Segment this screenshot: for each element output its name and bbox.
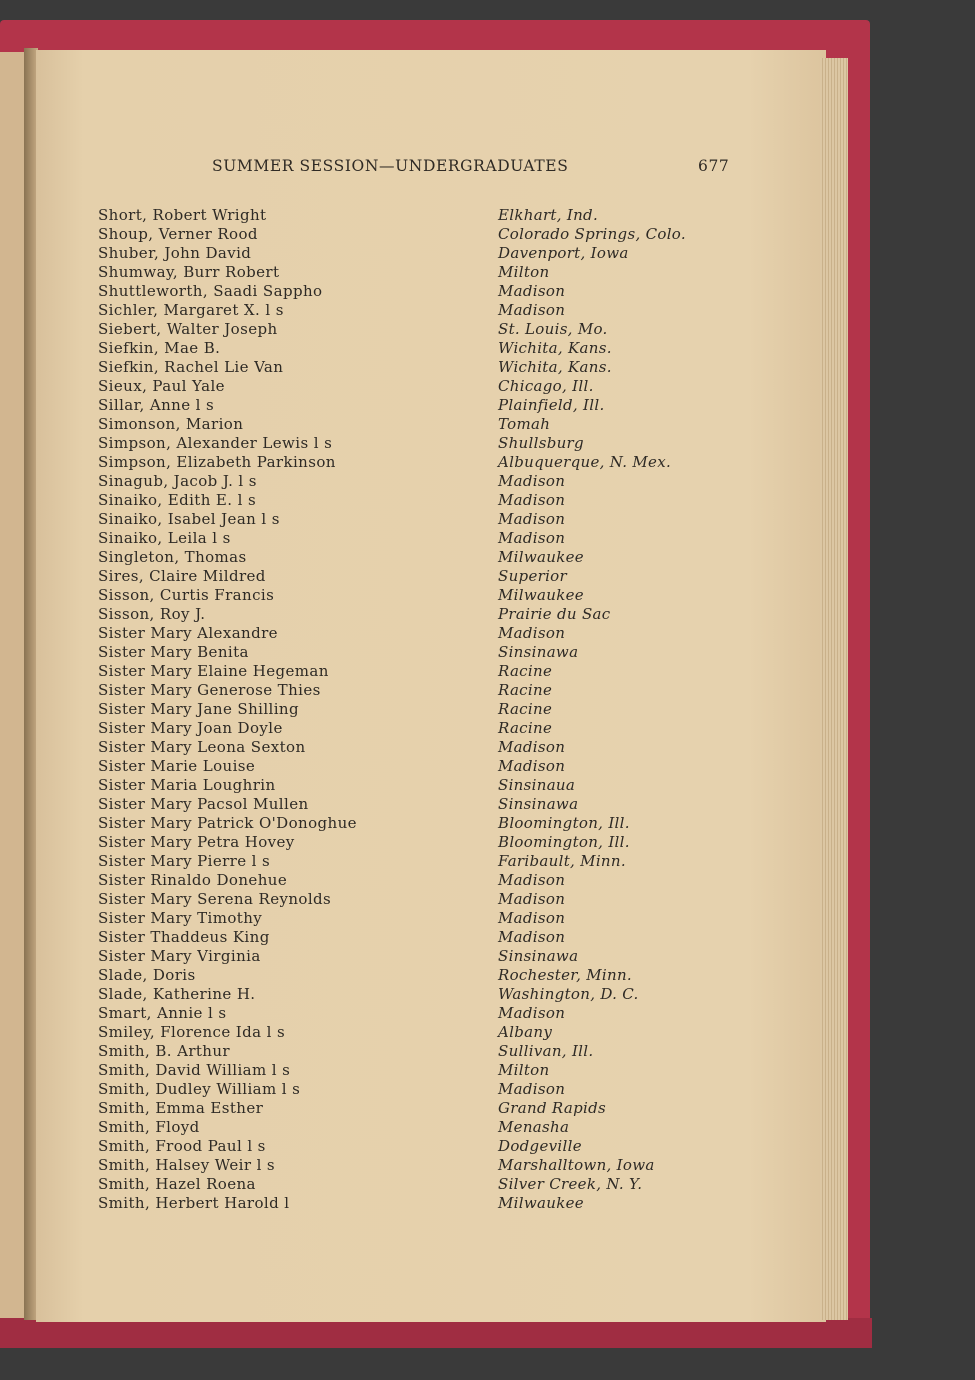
student-name: Smith, Dudley William l s xyxy=(98,1080,301,1098)
student-hometown: Washington, D. C. xyxy=(498,985,639,1003)
list-item xyxy=(98,472,738,491)
list-item xyxy=(98,890,738,909)
student-hometown: Madison xyxy=(498,890,566,908)
student-hometown: Dodgeville xyxy=(498,1137,582,1155)
student-name: Smith, Emma Esther xyxy=(98,1099,264,1117)
list-item xyxy=(98,396,738,415)
student-name: Sister Mary Benita xyxy=(98,643,249,661)
page-number: 677 xyxy=(698,157,730,175)
header-title: SUMMER SESSION—UNDERGRADUATES xyxy=(212,157,569,175)
list-item xyxy=(98,1042,738,1061)
list-item xyxy=(98,1023,738,1042)
student-name: Sister Mary Pacsol Mullen xyxy=(98,795,309,813)
student-name: Sister Maria Loughrin xyxy=(98,776,276,794)
student-hometown: Sinsinawa xyxy=(498,795,579,813)
student-name: Sister Mary Patrick O'Donoghue xyxy=(98,814,357,832)
student-name: Short, Robert Wright xyxy=(98,206,267,224)
student-name: Sister Mary Joan Doyle xyxy=(98,719,283,737)
list-item xyxy=(98,339,738,358)
list-item xyxy=(98,548,738,567)
list-item xyxy=(98,1175,738,1194)
student-name: Sinaiko, Leila l s xyxy=(98,529,231,547)
student-name: Sister Mary Virginia xyxy=(98,947,261,965)
list-item xyxy=(98,719,738,738)
student-name: Sister Mary Jane Shilling xyxy=(98,700,299,718)
list-item xyxy=(98,282,738,301)
student-name: Shumway, Burr Robert xyxy=(98,263,280,281)
student-name: Sinaiko, Isabel Jean l s xyxy=(98,510,280,528)
student-hometown: Sinsinawa xyxy=(498,947,579,965)
list-item xyxy=(98,1194,738,1213)
list-item xyxy=(98,833,738,852)
student-name: Sister Mary Petra Hovey xyxy=(98,833,295,851)
list-item xyxy=(98,1137,738,1156)
list-item xyxy=(98,1061,738,1080)
student-name: Smart, Annie l s xyxy=(98,1004,227,1022)
student-hometown: Sullivan, Ill. xyxy=(498,1042,594,1060)
student-hometown: Madison xyxy=(498,472,566,490)
student-hometown: Davenport, Iowa xyxy=(498,244,629,262)
student-hometown: Menasha xyxy=(498,1118,570,1136)
list-item xyxy=(98,244,738,263)
student-hometown: Racine xyxy=(498,700,553,718)
list-item xyxy=(98,453,738,472)
student-hometown: Elkhart, Ind. xyxy=(498,206,599,224)
list-item xyxy=(98,434,738,453)
student-hometown: Sinsinaua xyxy=(498,776,576,794)
student-hometown: Shullsburg xyxy=(498,434,584,452)
list-item xyxy=(98,757,738,776)
student-name: Sister Thaddeus King xyxy=(98,928,270,946)
student-hometown: Madison xyxy=(498,757,566,775)
student-hometown: Albany xyxy=(498,1023,553,1041)
student-hometown: Milwaukee xyxy=(498,1194,584,1212)
student-hometown: Marshalltown, Iowa xyxy=(498,1156,655,1174)
student-hometown: Silver Creek, N. Y. xyxy=(498,1175,643,1193)
list-item xyxy=(98,795,738,814)
list-item xyxy=(98,301,738,320)
list-item xyxy=(98,1080,738,1099)
student-name: Sinagub, Jacob J. l s xyxy=(98,472,257,490)
student-hometown: Chicago, Ill. xyxy=(498,377,594,395)
student-hometown: Madison xyxy=(498,282,566,300)
student-hometown: Racine xyxy=(498,681,553,699)
student-hometown: Grand Rapids xyxy=(498,1099,607,1117)
list-item xyxy=(98,776,738,795)
list-item xyxy=(98,643,738,662)
student-hometown: St. Louis, Mo. xyxy=(498,320,608,338)
student-hometown: Madison xyxy=(498,738,566,756)
student-hometown: Madison xyxy=(498,529,566,547)
student-hometown: Madison xyxy=(498,301,566,319)
student-name: Siefkin, Rachel Lie Van xyxy=(98,358,284,376)
student-name: Singleton, Thomas xyxy=(98,548,247,566)
student-hometown: Sinsinawa xyxy=(498,643,579,661)
student-name: Smith, Floyd xyxy=(98,1118,200,1136)
list-item xyxy=(98,510,738,529)
student-hometown: Madison xyxy=(498,871,566,889)
student-name: Smith, B. Arthur xyxy=(98,1042,231,1060)
student-name: Smiley, Florence Ida l s xyxy=(98,1023,286,1041)
student-name: Sister Mary Serena Reynolds xyxy=(98,890,332,908)
list-item xyxy=(98,1099,738,1118)
student-name: Slade, Doris xyxy=(98,966,196,984)
student-hometown: Colorado Springs, Colo. xyxy=(498,225,686,243)
student-name: Simonson, Marion xyxy=(98,415,244,433)
list-item xyxy=(98,263,738,282)
list-item xyxy=(98,567,738,586)
list-item xyxy=(98,377,738,396)
student-name: Simpson, Alexander Lewis l s xyxy=(98,434,333,452)
student-name: Smith, David William l s xyxy=(98,1061,291,1079)
list-item xyxy=(98,1118,738,1137)
page-stack-edge xyxy=(820,58,848,1320)
list-item xyxy=(98,225,738,244)
list-item xyxy=(98,624,738,643)
list-item xyxy=(98,947,738,966)
student-name: Shoup, Verner Rood xyxy=(98,225,258,243)
student-name: Sires, Claire Mildred xyxy=(98,567,266,585)
student-name: Siebert, Walter Joseph xyxy=(98,320,278,338)
student-hometown: Wichita, Kans. xyxy=(498,358,612,376)
student-hometown: Madison xyxy=(498,1080,566,1098)
student-name: Shuber, John David xyxy=(98,244,252,262)
list-item xyxy=(98,320,738,339)
list-item xyxy=(98,1156,738,1175)
left-page-edge xyxy=(0,52,24,1318)
list-item xyxy=(98,738,738,757)
student-hometown: Milwaukee xyxy=(498,548,584,566)
student-name: Sister Mary Elaine Hegeman xyxy=(98,662,329,680)
student-name: Sister Mary Leona Sexton xyxy=(98,738,306,756)
student-hometown: Prairie du Sac xyxy=(498,605,611,623)
student-name: Sister Mary Generose Thies xyxy=(98,681,321,699)
student-name: Shuttleworth, Saadi Sappho xyxy=(98,282,323,300)
student-hometown: Plainfield, Ill. xyxy=(498,396,605,414)
student-hometown: Superior xyxy=(498,567,567,585)
list-item xyxy=(98,966,738,985)
student-name: Smith, Frood Paul l s xyxy=(98,1137,266,1155)
student-hometown: Madison xyxy=(498,928,566,946)
student-list xyxy=(98,206,738,1213)
student-name: Sister Rinaldo Donehue xyxy=(98,871,288,889)
student-hometown: Madison xyxy=(498,624,566,642)
running-header xyxy=(212,157,732,175)
list-item xyxy=(98,206,738,225)
list-item xyxy=(98,491,738,510)
student-hometown: Wichita, Kans. xyxy=(498,339,612,357)
student-name: Sieux, Paul Yale xyxy=(98,377,225,395)
student-name: Sister Mary Timothy xyxy=(98,909,263,927)
student-name: Sister Mary Pierre l s xyxy=(98,852,271,870)
list-item xyxy=(98,928,738,947)
student-name: Smith, Halsey Weir l s xyxy=(98,1156,276,1174)
list-item xyxy=(98,586,738,605)
student-name: Simpson, Elizabeth Parkinson xyxy=(98,453,336,471)
student-name: Sisson, Roy J. xyxy=(98,605,206,623)
list-item xyxy=(98,358,738,377)
list-item xyxy=(98,814,738,833)
list-item xyxy=(98,852,738,871)
list-item xyxy=(98,985,738,1004)
list-item xyxy=(98,909,738,928)
student-hometown: Bloomington, Ill. xyxy=(498,833,630,851)
list-item xyxy=(98,681,738,700)
student-name: Smith, Hazel Roena xyxy=(98,1175,256,1193)
student-name: Siefkin, Mae B. xyxy=(98,339,221,357)
student-hometown: Racine xyxy=(498,662,553,680)
student-hometown: Racine xyxy=(498,719,553,737)
student-hometown: Tomah xyxy=(498,415,551,433)
student-hometown: Rochester, Minn. xyxy=(498,966,632,984)
student-hometown: Madison xyxy=(498,1004,566,1022)
student-hometown: Faribault, Minn. xyxy=(498,852,626,870)
list-item xyxy=(98,871,738,890)
list-item xyxy=(98,700,738,719)
student-hometown: Madison xyxy=(498,909,566,927)
student-name: Sillar, Anne l s xyxy=(98,396,215,414)
list-item xyxy=(98,529,738,548)
student-name: Sinaiko, Edith E. l s xyxy=(98,491,257,509)
student-name: Slade, Katherine H. xyxy=(98,985,256,1003)
student-name: Sichler, Margaret X. l s xyxy=(98,301,284,319)
student-name: Smith, Herbert Harold l xyxy=(98,1194,290,1212)
student-name: Sister Mary Alexandre xyxy=(98,624,278,642)
list-item xyxy=(98,415,738,434)
student-hometown: Milton xyxy=(498,263,550,281)
student-hometown: Milton xyxy=(498,1061,550,1079)
student-hometown: Albuquerque, N. Mex. xyxy=(498,453,672,471)
list-item xyxy=(98,605,738,624)
student-name: Sister Marie Louise xyxy=(98,757,256,775)
student-name: Sisson, Curtis Francis xyxy=(98,586,275,604)
student-hometown: Madison xyxy=(498,491,566,509)
list-item xyxy=(98,1004,738,1023)
book-cover-edge xyxy=(0,1318,872,1348)
list-item xyxy=(98,662,738,681)
student-hometown: Bloomington, Ill. xyxy=(498,814,630,832)
student-hometown: Madison xyxy=(498,510,566,528)
student-hometown: Milwaukee xyxy=(498,586,584,604)
